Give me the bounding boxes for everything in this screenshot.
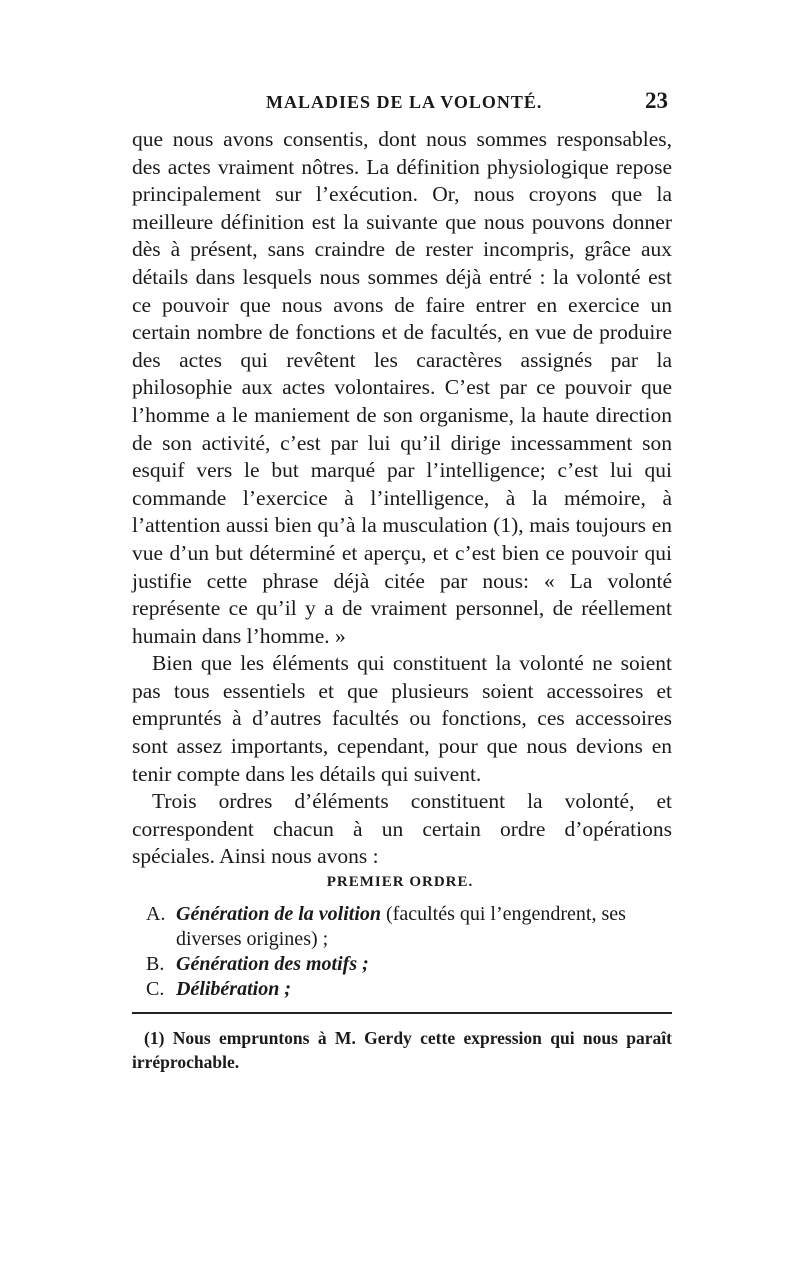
paragraph-elements: Bien que les éléments qui constituent la volonté ne soient pas tous essentiels et que plusieurs soient accessoires et empruntés à d’autres facultés ou fonctions, ces accessoires sont assez importants, cependant, pour que nous devions en tenir compte dans les détails qui suivent. <box>132 651 672 786</box>
list-item <box>146 952 672 977</box>
list-item-title: Génération des motifs ; <box>176 953 369 975</box>
footnote-text: (1) Nous empruntons à M. Gerdy cette expression qui nous paraît irréprochable. <box>132 1028 672 1072</box>
page-number: 23 <box>645 88 668 113</box>
paragraph-orders: Trois ordres d’éléments constituent la volonté, et correspondent chacun à un certain ordre d’opérations spéciales. Ainsi nous avons : <box>132 789 672 869</box>
list-item <box>146 902 672 952</box>
footnote-rule <box>132 1012 672 1014</box>
list-marker: C. <box>146 978 165 1000</box>
running-head <box>132 88 672 120</box>
footnote <box>132 1026 672 1074</box>
list-item-title: Génération de la volition <box>176 903 381 925</box>
paragraph-continued: que nous avons consentis, dont nous sommes responsables, des actes vraiment nôtres. La définition physiologique repose principalement sur l’exécution. Or, nous croyons que la meilleure définition est la suivante que nous pouvons donner dès à présent, sans craindre de rester incompris, grâce aux détails dans lesquels nous sommes déjà entré : la volonté est ce pouvoir que nous avons de faire entrer en exercice un certain nombre de fonctions et de facultés, en vue de produire des actes qui revêtent les caractères assignés par la philosophie aux actes volontaires. C’est par ce pouvoir que l’homme a le maniement de son organisme, la haute direction de son activité, c’est par lui qu’il dirige incessamment son esquif vers le but marqué par l’intelligence; c’est lui qui commande l’exercice à l’intelligence, à la mémoire, à l’attention aussi bien qu’à la musculation (1), mais toujours en vue d’un but déterminé et aperçu, et c’est bien ce pouvoir qui justifie cette phrase déjà citée par nous: « La volonté représente ce qu’il y a de vraiment personnel, de réellement humain dans l’homme. » <box>132 127 672 648</box>
list-item <box>146 977 672 1002</box>
section-heading: PREMIER ORDRE. <box>326 874 474 890</box>
list-marker: A. <box>146 903 166 925</box>
list-marker: B. <box>146 953 165 975</box>
element-list <box>146 902 672 1002</box>
list-item-rest: (facultés qui l’engendrent, ses diverses origines) ; <box>176 903 626 950</box>
body-text <box>132 126 672 871</box>
running-head-title: MALADIES DE LA VOLONTÉ. <box>266 92 543 112</box>
list-item-title: Délibération ; <box>176 978 291 1000</box>
